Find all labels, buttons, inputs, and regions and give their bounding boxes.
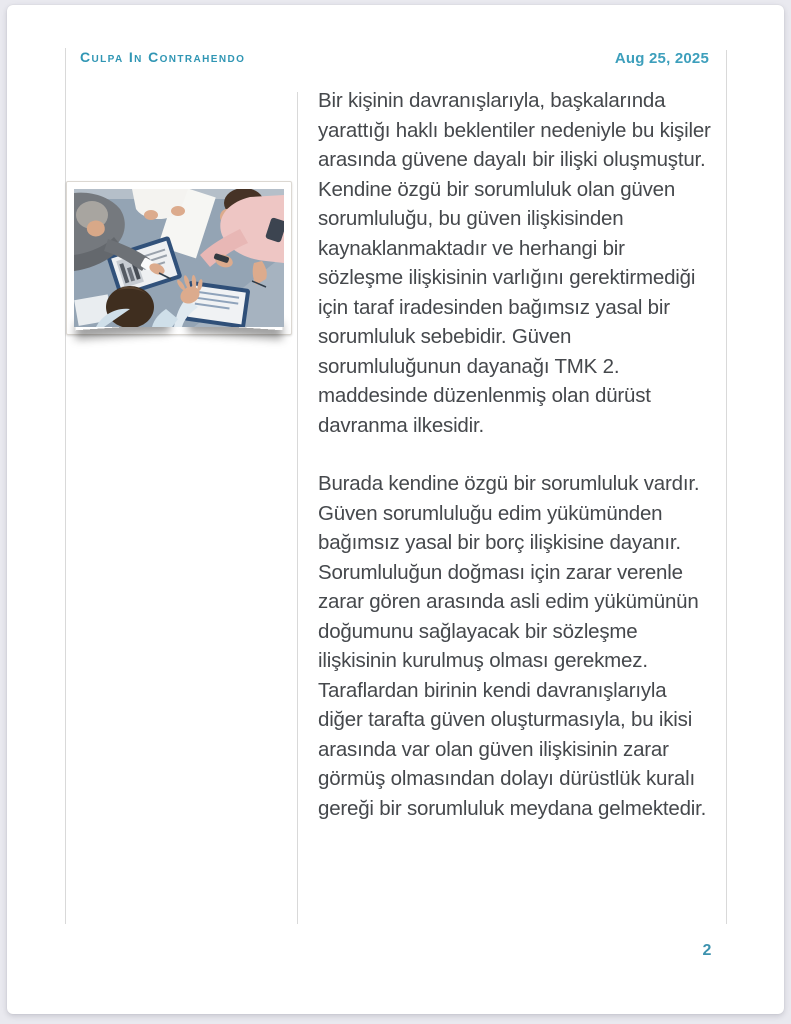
document-date: Aug 25, 2025 [614,50,709,67]
body-text-column [318,86,714,852]
document-title: Culpa In Contrahendo [80,49,246,65]
page-number: 2 [702,942,712,959]
paragraph-2: Burada kendine özgü bir sorumluluk vardır. Güven sorumluluğu edim yükümünden bağımsız yasal bir borç ilişkisine dayanır. Sorumluluğun doğması için zarar verenle zarar gören arasında asli edim yükümünün doğumunu sağlayacak bir sözleşme ilişkisinin kurulmuş olması gerekmez. Taraflardan birinin kendi davranışlarıyla diğer tarafta güven oluşturmasıyla, bu ikisi arasında var olan güven ilişkisinin zarar görmüş olmasından dolayı dürüstlük kuralı gereği bir sorumluluk meydana gelmektedir. [318,472,707,820]
photo-business-meeting [66,181,292,335]
margin-rule-left [65,48,66,924]
column-divider-rule [297,92,298,924]
paragraph-1: Bir kişinin davranışlarıyla, başkalarında yarattığı haklı beklentiler nedeniyle bu kişiler arasında güvene dayalı bir ilişki oluşmuştur. Kendine özgü bir sorumluluk olan güven sorumluluğu, bu güven ilişkisinden kaynaklanmaktadır ve herhangi bir sözleşme ilişkisinin varlığını gerektirmediği için taraf iradesinden bağımsız yasal bir sorumluluk sebebidir. Güven sorumluluğunun dayanağı TMK 2. maddesinde düzenlenmiş olan dürüst davranma ilkesidir. [318,89,711,437]
business-meeting-illustration [74,189,284,327]
margin-rule-right [726,50,727,924]
